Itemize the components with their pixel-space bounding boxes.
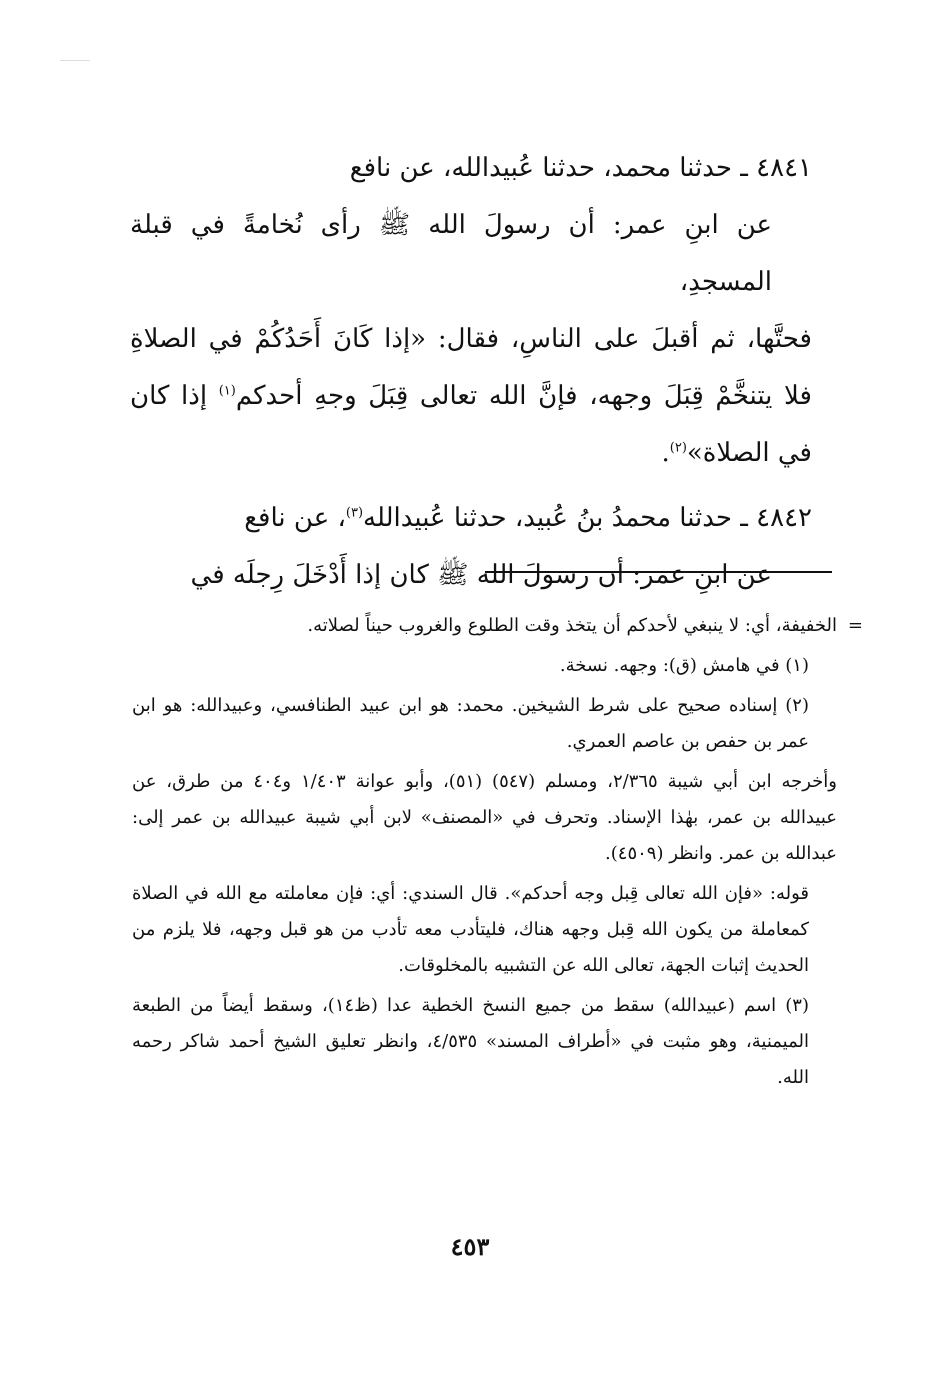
footnote-ref-2[interactable]: (٢) (669, 440, 687, 456)
hadith-isnad: ٤٨٤١ ـ حدثنا محمد، حدثنا عُبيدالله، عن نافع (349, 153, 812, 183)
footnote-continuation-text: الخفيفة، أي: لا ينبغي لأحدكم أن يتخذ وقت الطلوع والغروب حيناً لصلاته. (307, 615, 837, 636)
hadith-matn-end: إذا كان في الصلاة» (130, 381, 812, 468)
footnote-2-commentary: قوله: «فإن الله تعالى قِبل وجه أحدكم». قال السندي: أي: فإن معاملته مع الله في الصلاة كمعاملة من يكون الله قِبل وجهه هناك، فليتأدب معه تأدب من هو قبل وجهه، فلا يلزم من الحديث إثبات الجهة، تعالى الله عن التشبيه بالمخلوقات. (132, 883, 809, 976)
hadith-matn-body: فحتَّها، ثم أقبلَ على الناسِ، فقال: «إذا كَانَ أَحَدُكُمْ في الصلاةِ فلا يتنخَّمْ قِبَلَ وجهه، فإنَّ الله تعالى قِبَلَ وجهِ أحدكم (130, 324, 812, 411)
footnote-continuation (132, 608, 863, 644)
footnote-divider (485, 571, 832, 573)
hadith-matn (130, 311, 812, 482)
hadith-4841 (130, 140, 812, 482)
footnote-2-paragraph: وأخرجه ابن أبي شيبة ٢/٣٦٥، ومسلم (٥٤٧) (٥١)، وأبو عوانة ١/٤٠٣ و٤٠٤ من طرق، عن عبيدالله بن عمر، بهٰذا الإسناد. وتحرف في «المصنف» لابن أبي شيبة عبيدالله بن عمر إلى: عبدالله بن عمر. وانظر (٤٥٠٩). (132, 771, 837, 864)
footnote-ref-1[interactable]: (١) (218, 383, 236, 399)
footnote-1: (١) في هامش (ق): وجهه. نسخة. (559, 655, 809, 676)
footnote-2: (٢) إسناده صحيح على شرط الشيخين. محمد: هو ابن عبيد الطنافسي، وعبيدالله: هو ابن عمر بن حفص بن عاصم العمري. (132, 695, 809, 752)
hadith-matn-first-line: عن ابنِ عمر: أن رسولَ الله ﷺ كان إذا أَدْخَلَ رِجلَه في (190, 560, 772, 590)
scan-mark (60, 60, 90, 61)
footnotes (132, 608, 863, 1100)
hadith-isnad (130, 490, 812, 547)
hadith-isnad-end: ، عن نافع (244, 503, 346, 533)
hadith-matn-first-line: عن ابنِ عمر: أن رسولَ الله ﷺ رأى نُخامةً في قبلة المسجدِ، (130, 210, 772, 297)
page-number: ٤٥٣ (450, 1232, 490, 1261)
main-text (130, 140, 812, 612)
continuation-mark: = (847, 615, 863, 636)
hadith-4842 (130, 490, 812, 604)
footnote-ref-3[interactable]: (٣) (345, 505, 364, 521)
hadith-isnad-text: ٤٨٤٢ ـ حدثنا محمدُ بنُ عُبيد، حدثنا عُبيدالله (363, 503, 812, 533)
footnote-3: (٣) اسم (عبيدالله) سقط من جميع النسخ الخطية عدا (ظ١٤)، وسقط أيضاً من الطبعة الميمنية، وهو مثبت في «أطراف المسند» ٤/٥٣٥، وانظر تعليق الشيخ أحمد شاكر رحمه الله. (132, 995, 809, 1088)
hadith-matn-close: . (661, 438, 670, 468)
